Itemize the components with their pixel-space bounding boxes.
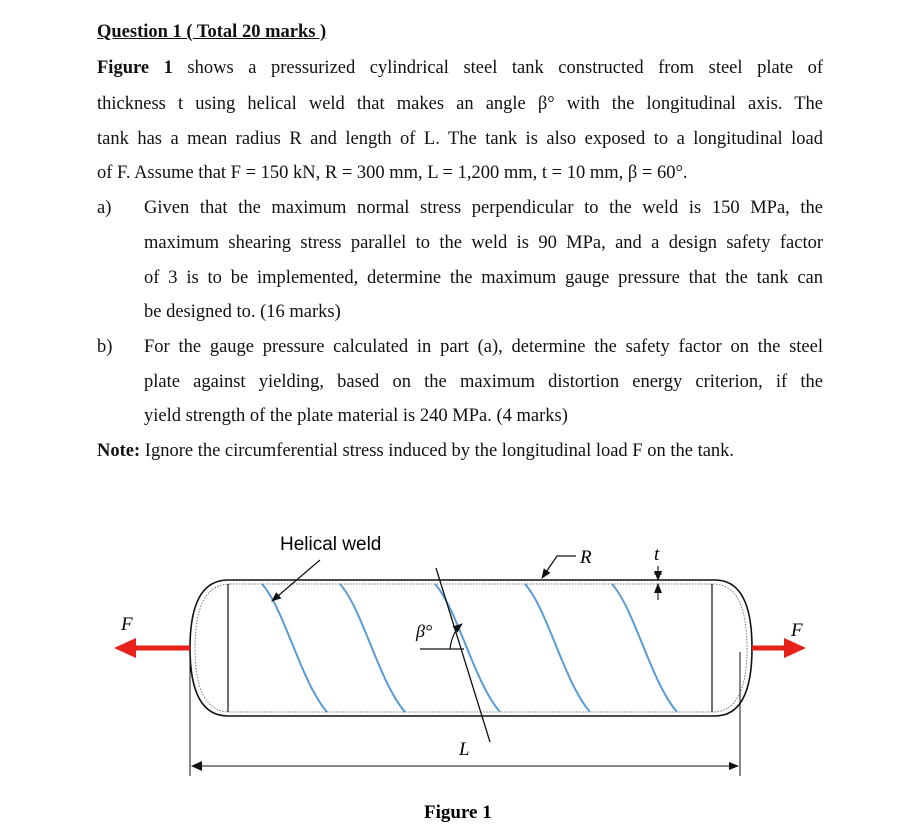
part-a-line-4: be designed to. (16 marks)	[144, 302, 341, 322]
part-b-line-3: yield strength of the plate material is 240 MPa. (4 marks)	[144, 406, 568, 426]
part-a-label: a)	[97, 198, 112, 218]
weld-line-1	[262, 584, 327, 712]
part-a-line-2: maximum shearing stress parallel to the weld is 90 MPa, and a design safety factor	[144, 233, 823, 253]
helical-weld-label: Helical weld	[280, 534, 382, 555]
part-b-label: b)	[97, 337, 113, 357]
note: Note: Ignore the circumferential stress induced by the longitudinal load F on the tank.	[97, 441, 735, 461]
part-a-line-3: of 3 is to be implemented, determine the maximum gauge pressure that the tank can	[144, 268, 823, 288]
helical-weld-lines	[262, 584, 677, 712]
intro-line-4: of F. Assume that F = 150 kN, R = 300 mm, L = 1,200 mm, t = 10 mm, β = 60°.	[97, 163, 688, 183]
part-a-line-1: Given that the maximum normal stress perpendicular to the weld is 150 MPa, the	[144, 198, 823, 218]
intro-line-3: tank has a mean radius R and length of L. The tank is also exposed to a longitudinal load	[97, 129, 823, 149]
weld-line-4	[525, 584, 590, 712]
weld-line-2	[340, 584, 405, 712]
thickness-label: t	[654, 544, 660, 565]
length-label: L	[459, 739, 470, 760]
left-force-label: F	[121, 614, 133, 635]
part-b-line-1: For the gauge pressure calculated in part (a), determine the safety factor on the steel	[144, 337, 823, 357]
figure-reference: Figure 1	[97, 58, 173, 78]
radius-label: R	[580, 547, 592, 568]
right-force-arrow	[752, 638, 806, 658]
figure-caption: Figure 1	[424, 802, 492, 823]
question-title: Question 1 ( Total 20 marks )	[97, 22, 327, 42]
weld-line-3	[435, 584, 500, 712]
tank-outer-wall	[190, 580, 752, 716]
length-arrowhead-left	[191, 761, 202, 771]
note-lead: Note:	[97, 441, 141, 461]
part-b-line-2: plate against yielding, based on the maximum distortion energy criterion, if the	[144, 372, 823, 392]
intro-line-2: thickness t using helical weld that makes an angle β° with the longitudinal axis. The	[97, 94, 823, 114]
radius-leader	[542, 556, 576, 578]
intro-line-1: Figure 1 shows a pressurized cylindrical steel tank constructed from steel plate of	[97, 58, 823, 78]
right-force-label: F	[791, 620, 803, 641]
left-force-arrow	[114, 638, 190, 658]
angle-label: β°	[416, 621, 433, 641]
weld-line-5	[612, 584, 677, 712]
